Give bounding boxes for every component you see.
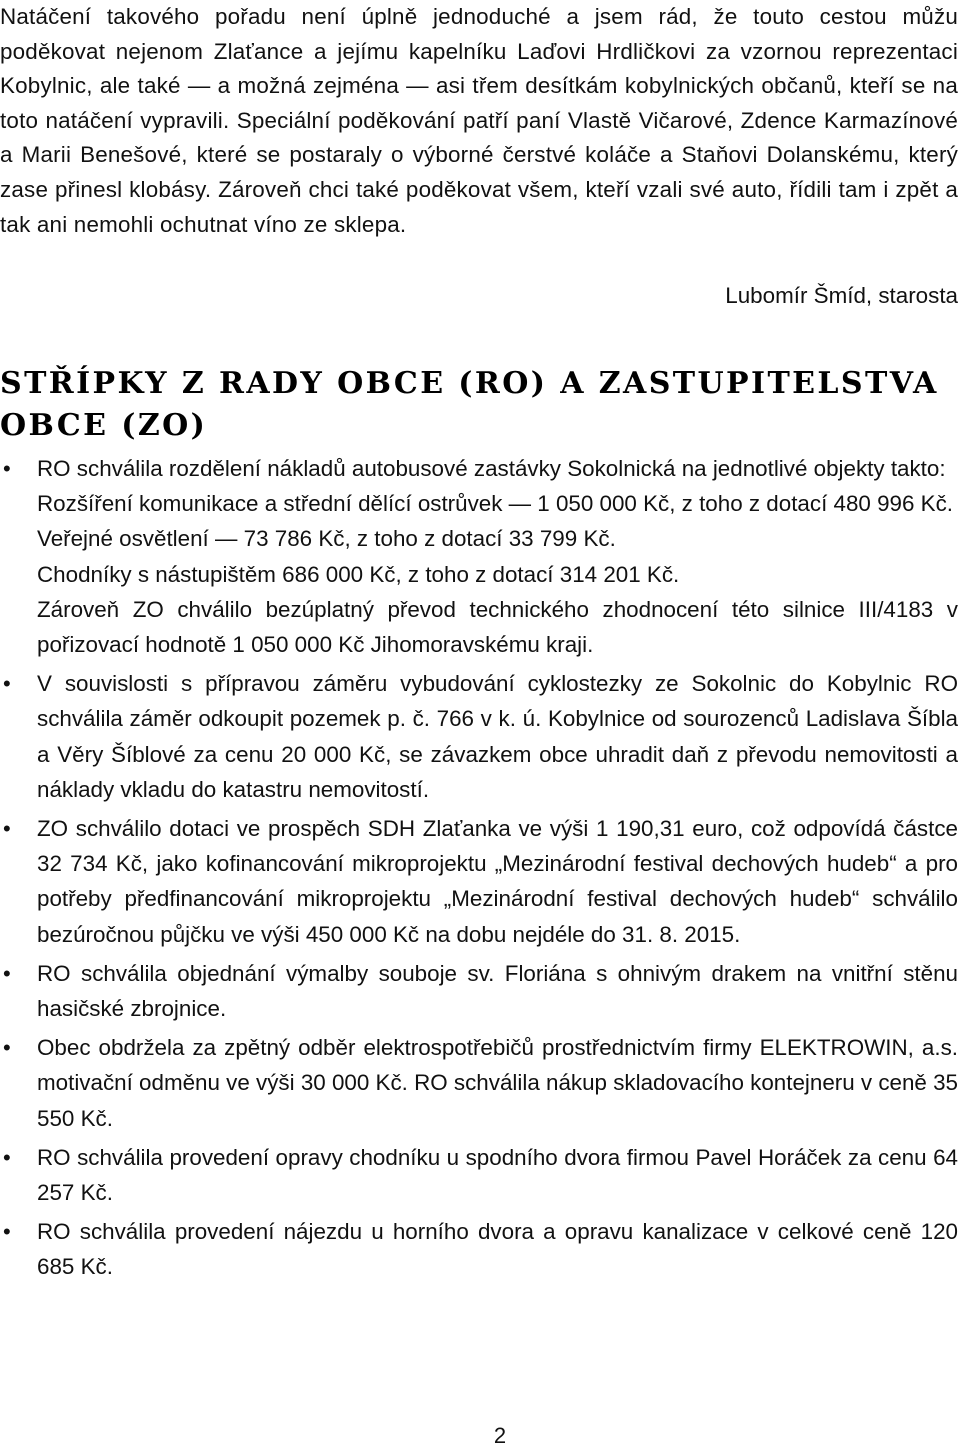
- list-item-line: Zároveň ZO chválilo bezúplatný převod technického zhodnocení této silnice III/4183 v pořizovací hodnotě 1 050 000 Kč Jihomoravskému kraji.: [37, 596, 958, 658]
- list-item-body: [37, 451, 958, 662]
- list-item-body: [37, 1214, 958, 1284]
- list-item: [0, 451, 958, 662]
- intro-paragraph: Natáčení takového pořadu není úplně jednoduché a jsem rád, že touto cestou můžu poděkovat nejenom Zlaťance a jejímu kapelníku Laďovi Hrdličkovi za vzornou reprezentaci Kobylnic, ale také — a možná zejména — asi třem desítkám kobylnických občanů, kteří se na toto natáčení vypravili. Speciální poděkování patří paní Vlastě Vičarové, Zdence Karmazínové a Marii Benešové, které se postaraly o výborné čerstvé koláče a Staňovi Dolanskému, který zase přinesl klobásy. Zároveň chci také poděkovat všem, kteří vzali své auto, řídili tam i zpět a tak ani nemohli ochutnat víno ze sklepa.: [0, 4, 958, 237]
- list-item: [0, 1140, 958, 1210]
- bullet-icon: •: [3, 960, 11, 986]
- list-item-line: Veřejné osvětlení — 73 786 Kč, z toho z dotací 33 799 Kč.: [37, 526, 616, 552]
- list-item-line: RO schválila provedení nájezdu u horního dvora a opravu kanalizace v celkové ceně 120 685 Kč.: [37, 1219, 958, 1280]
- list-item-line: Chodníky s nástupištěm 686 000 Kč, z toho z dotací 314 201 Kč.: [37, 561, 680, 587]
- list-item: [0, 666, 958, 807]
- list-item: [0, 1214, 958, 1284]
- list-item-body: [37, 1140, 958, 1210]
- list-item-line: V souvislosti s přípravou záměru vybudování cyklostezky ze Sokolnic do Kobylnic RO schválila záměr odkoupit pozemek p. č. 766 v k. ú. Kobylnice od sourozenců Ladislava Šíbla a Věry Šíblové za cenu 20 000 Kč, se závazkem obce uhradit daň z převodu nemovitosti a náklady vkladu do katastru nemovitostí.: [37, 671, 958, 802]
- bullet-icon: •: [3, 1144, 11, 1170]
- list-item-body: [37, 1030, 958, 1136]
- list-item: [0, 956, 958, 1026]
- bullet-icon: •: [3, 1035, 11, 1061]
- list-item-line: Rozšíření komunikace a střední dělící ostrůvek — 1 050 000 Kč, z toho z dotací 480 996 Kč.: [37, 491, 954, 517]
- bullet-icon: •: [3, 816, 11, 842]
- list-item-line: ZO schválilo dotaci ve prospěch SDH Zlaťanka ve výši 1 190,31 euro, což odpovídá částce 32 734 Kč, jako kofinancování mikroprojektu „Mezinárodní festival dechových hudeb“ a pro potřeby předfinancování mikroprojektu „Mezinárodní festival dechových hudeb“ schválilo bezúročnou půjčku ve výši 450 000 Kč na dobu nejdéle do 31. 8. 2015.: [37, 816, 958, 947]
- bullet-list: [0, 451, 958, 1285]
- list-item-line: RO schválila provedení opravy chodníku u spodního dvora firmou Pavel Horáček za cenu 64 257 Kč.: [37, 1144, 958, 1206]
- list-item-line: RO schválila rozdělení nákladů autobusové zastávky Sokolnická na jednotlivé objekty takto:: [37, 456, 946, 481]
- bullet-icon: •: [3, 671, 11, 697]
- list-item: [0, 811, 958, 952]
- list-item-line: Obec obdržela za zpětný odběr elektrospotřebičů prostřednictvím firmy ELEKTROWIN, a.s. motivační odměnu ve výši 30 000 Kč. RO schválila nákup skladovacího kontejneru v ceně 35 550 Kč.: [37, 1035, 959, 1131]
- bullet-icon: •: [3, 456, 11, 481]
- signature: Lubomír Šmíd, starosta: [725, 283, 958, 308]
- page-number: 2: [493, 1423, 507, 1448]
- list-item-body: [37, 956, 958, 1026]
- section-heading: STŘÍPKY Z RADY OBCE (RO) A ZASTUPITELSTVA OBCE (ZO): [0, 366, 939, 443]
- list-item-body: [37, 666, 958, 807]
- list-item-line: RO schválila objednání výmalby souboje sv. Floriána s ohnivým drakem na vnitřní stěnu hasičské zbrojnice.: [37, 960, 958, 1022]
- list-item-body: [37, 811, 958, 952]
- list-item: [0, 1030, 958, 1136]
- bullet-icon: •: [3, 1219, 11, 1245]
